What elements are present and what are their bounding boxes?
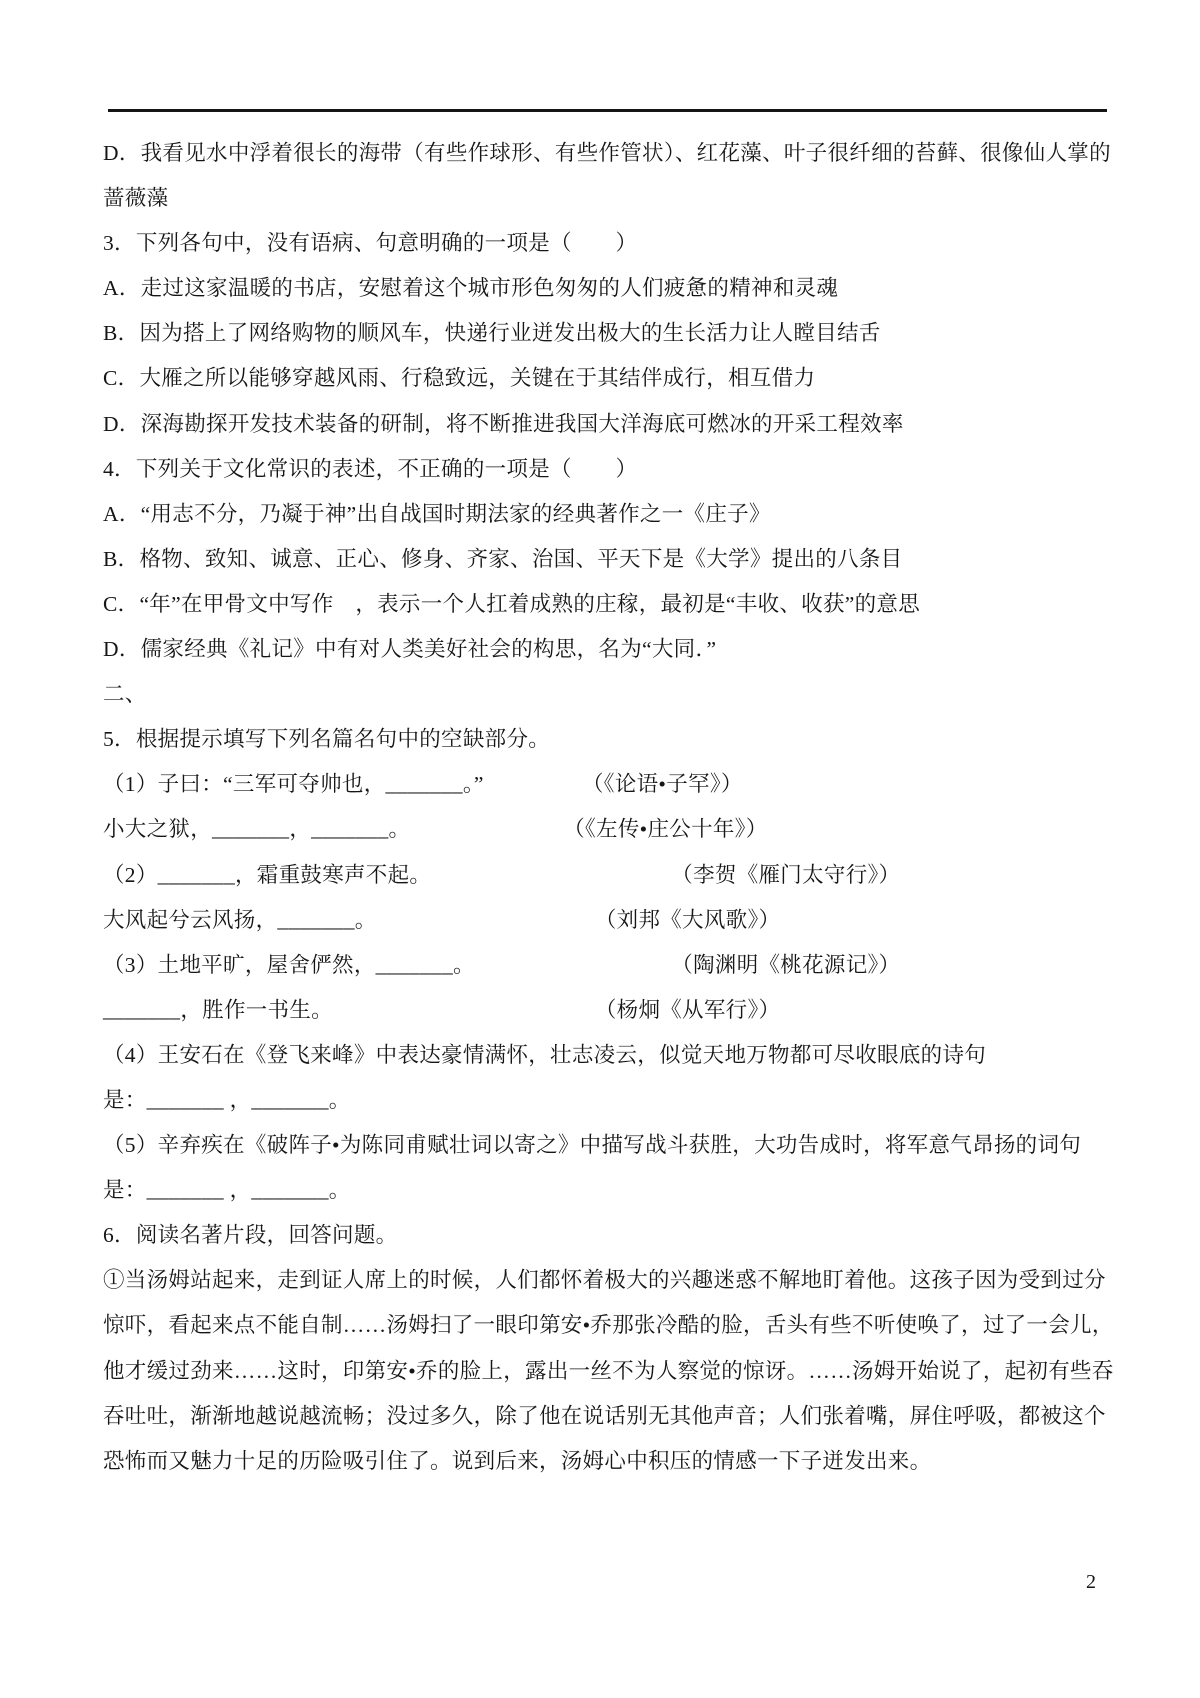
text-line: 5．根据提示填写下列名篇名句中的空缺部分。	[103, 727, 551, 752]
text-line: _______，胜作一书生。 （杨炯《从军行》）	[103, 997, 781, 1022]
text-line: 他才缓过劲来……这时，印第安•乔的脸上，露出一丝不为人察觉的惊讶。……汤姆开始说了，起初有些吞	[103, 1358, 1114, 1383]
text-line: D．儒家经典《礼记》中有对人类美好社会的构思，名为“大同．”	[103, 637, 717, 662]
text-line: 3．下列各句中，没有语病、句意明确的一项是（ ）	[103, 231, 638, 256]
text-line: （5）辛弃疾在《破阵子•为陈同甫赋壮词以寄之》中描写战斗获胜，大功告成时，将军意气昂扬的词句	[103, 1133, 1082, 1158]
text-line: （2）_______，霜重鼓寒声不起。 （李贺《雁门太守行》）	[103, 862, 901, 887]
text-line: C．“年”在甲骨文中写作 ，表示一个人扛着成熟的庄稼，最初是“丰收、收获”的意思	[103, 591, 921, 616]
text-line: 大风起兮云风扬，_______。 （刘邦《大风歌》）	[103, 907, 781, 932]
document-body	[103, 131, 1113, 1484]
text-line: 蔷薇藻	[103, 186, 169, 211]
header-divider-rule	[108, 109, 1107, 112]
text-line: ①当汤姆站起来，走到证人席上的时候，人们都怀着极大的兴趣迷惑不解地盯着他。这孩子因为受到过分	[103, 1268, 1106, 1293]
text-line: 吞吐吐，渐渐地越说越流畅；没过多久，除了他在说话别无其他声音；人们张着嘴，屏住呼吸，都被这个	[103, 1403, 1106, 1428]
text-line: A．走过这家温暖的书店，安慰着这个城市形色匆匆的人们疲惫的精神和灵魂	[103, 276, 839, 301]
text-line: （1）子曰：“三军可夺帅也，_______。” （《论语•子罕》）	[103, 772, 743, 797]
text-line: （3）土地平旷，屋舍俨然，_______。 （陶渊明《桃花源记》）	[103, 952, 901, 977]
text-line: 小大之狱，_______，_______。 （《左传•庄公十年》）	[103, 817, 768, 842]
text-line: 6．阅读名著片段，回答问题。	[103, 1223, 398, 1248]
text-line: B．因为搭上了网络购物的顺风车，快递行业迸发出极大的生长活力让人瞠目结舌	[103, 321, 881, 346]
text-line: 是：_______ ，_______。	[103, 1087, 351, 1112]
text-line: 是：_______ ，_______。	[103, 1178, 351, 1203]
text-line: D．我看见水中浮着很长的海带（有些作球形、有些作管状）、红花藻、叶子很纤细的苔藓、很像仙人掌的	[103, 141, 1111, 165]
text-line: B．格物、致知、诚意、正心、修身、齐家、治国、平天下是《大学》提出的八条目	[103, 546, 903, 571]
text-line: 二、	[103, 682, 147, 707]
text-line: A．“用志不分，乃凝于神”出自战国时期法家的经典著作之一《庄子》	[103, 501, 771, 526]
text-line: D．深海勘探开发技术装备的研制，将不断推进我国大洋海底可燃冰的开采工程效率	[103, 411, 904, 436]
text-line: （4）王安石在《登飞来峰》中表达豪情满怀，壮志凌云，似觉天地万物都可尽收眼底的诗句	[103, 1042, 987, 1067]
text-line: 恐怖而又魅力十足的历险吸引住了。说到后来，汤姆心中积压的情感一下子迸发出来。	[103, 1448, 932, 1473]
text-line: C．大雁之所以能够穿越风雨、行稳致远，关键在于其结伴成行，相互借力	[103, 366, 816, 391]
text-line: 4．下列关于文化常识的表述，不正确的一项是（ ）	[103, 456, 638, 481]
page-number: 2	[1086, 1571, 1096, 1593]
text-line: 惊吓，看起来点不能自制……汤姆扫了一眼印第安•乔那张冷酷的脸，舌头有些不听使唤了，过了一会儿，	[103, 1313, 1114, 1338]
